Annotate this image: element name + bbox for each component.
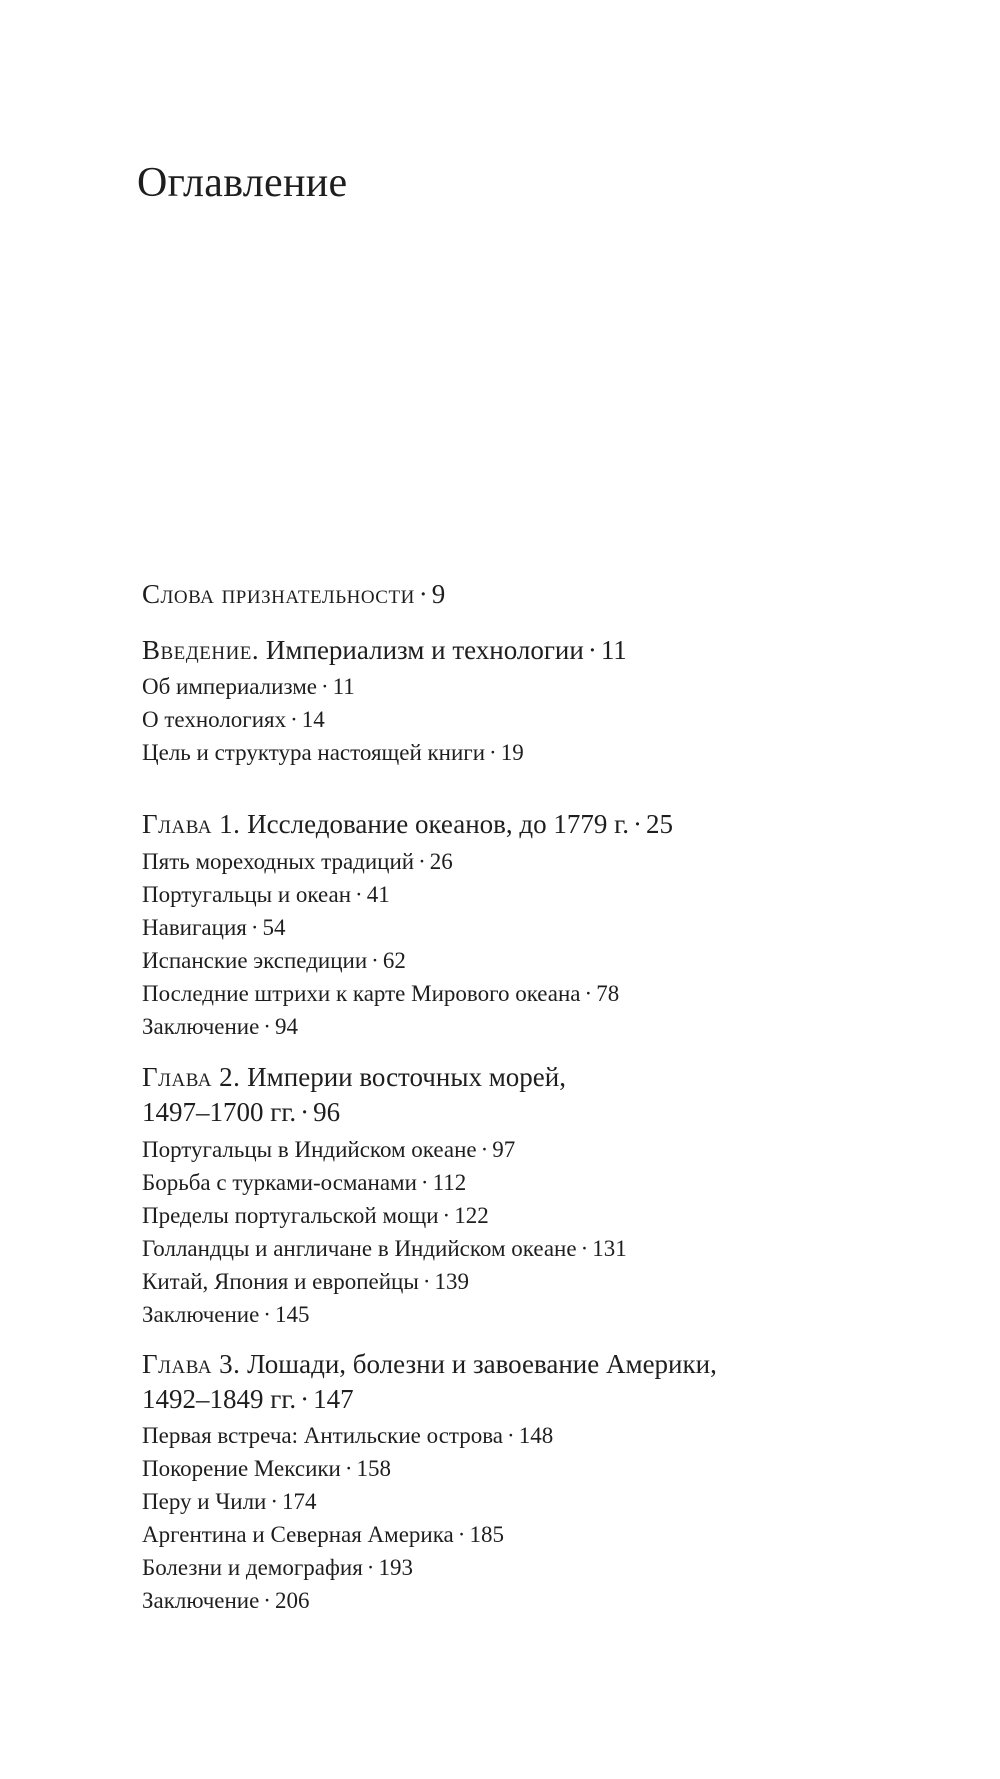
toc-entry-chapter-3[interactable] [142, 1348, 717, 1381]
toc-entry-label: Глава 3. [142, 1349, 241, 1379]
toc-section-title: Аргентина и Северная Америка [142, 1522, 454, 1547]
toc-separator: · [422, 1269, 431, 1294]
toc-section-title: Первая встреча: Антильские острова [142, 1423, 504, 1448]
toc-separator: · [290, 707, 298, 732]
toc-section-title: О технологиях [142, 707, 287, 732]
toc-section-item[interactable] [142, 1419, 553, 1452]
toc-section-item[interactable] [142, 1551, 413, 1584]
toc-section-title: Болезни и демография [142, 1555, 363, 1580]
toc-separator: · [442, 1203, 451, 1228]
toc-separator: · [418, 579, 428, 609]
toc-separator: · [584, 981, 593, 1006]
toc-entry-intro[interactable] [142, 634, 627, 667]
toc-section-title: Голландцы и англичане в Индийском океане [142, 1236, 577, 1261]
toc-page-number: 139 [434, 1269, 469, 1294]
toc-separator: · [355, 882, 363, 907]
toc-page-number: 185 [469, 1522, 504, 1547]
toc-entry-label: Введение. [142, 635, 260, 665]
toc-entry-label: Слова признательности [142, 579, 415, 609]
toc-section-title: Навигация [142, 915, 247, 940]
toc-page-number: 19 [500, 740, 524, 765]
toc-section-title: Китай, Япония и европейцы [142, 1269, 419, 1294]
toc-page-number: 122 [454, 1203, 489, 1228]
toc-page-number: 78 [596, 981, 620, 1006]
toc-section-item[interactable] [142, 1485, 317, 1518]
toc-separator: · [371, 948, 379, 973]
toc-entry-title: Исследование океанов, до 1779 г. [247, 809, 629, 839]
toc-entry-title: Империи восточных морей, [247, 1062, 566, 1092]
toc-separator: · [489, 740, 497, 765]
toc-separator: · [250, 915, 259, 940]
toc-section-title: Цель и структура настоящей книги [142, 740, 486, 765]
toc-section-title: Португальцы в Индийском океане [142, 1137, 477, 1162]
toc-page-number: 145 [274, 1302, 310, 1327]
toc-separator: · [263, 1588, 271, 1613]
toc-section-item[interactable] [142, 1584, 309, 1617]
toc-section-title: Заключение [142, 1302, 260, 1327]
toc-section-item[interactable] [142, 944, 406, 977]
toc-entry-chapter-2[interactable] [142, 1061, 566, 1094]
toc-page-number: 158 [356, 1456, 392, 1481]
toc-separator: · [270, 1489, 279, 1514]
toc-section-item[interactable] [142, 1199, 489, 1232]
toc-separator: · [366, 1555, 375, 1580]
toc-section-item[interactable] [142, 878, 390, 911]
toc-page-number: 97 [492, 1137, 516, 1162]
toc-entry-chapter-2-continued[interactable] [142, 1096, 340, 1129]
toc-section-item[interactable] [142, 1452, 391, 1485]
toc-page-number: 148 [518, 1423, 554, 1448]
toc-section-title: Испанские экспедиции [142, 948, 368, 973]
toc-section-item[interactable] [142, 977, 619, 1010]
toc-section-item[interactable] [142, 911, 286, 944]
toc-separator: · [263, 1302, 271, 1327]
toc-page-number: 174 [282, 1489, 317, 1514]
toc-entry-title-line2: 1492–1849 гг. [142, 1384, 297, 1414]
toc-page-number: 54 [262, 915, 286, 940]
toc-separator: · [480, 1137, 489, 1162]
toc-section-item[interactable] [142, 703, 325, 736]
toc-entry-title: Империализм и технологии [265, 635, 584, 665]
toc-page-number: 147 [313, 1384, 354, 1414]
toc-page-number: 131 [592, 1236, 627, 1261]
toc-section-title: Заключение [142, 1014, 260, 1039]
toc-section-title: Перу и Чили [142, 1489, 267, 1514]
toc-entry-title-line2: 1497–1700 гг. [142, 1097, 297, 1127]
toc-page-number: 193 [378, 1555, 413, 1580]
toc-separator: · [507, 1423, 515, 1448]
toc-separator: · [632, 809, 642, 839]
toc-section-item[interactable] [142, 1232, 627, 1265]
toc-section-item[interactable] [142, 1518, 504, 1551]
toc-section-title: Борьба с турками-османами [142, 1170, 417, 1195]
toc-page-number: 11 [600, 635, 627, 665]
toc-section-title: Последние штрихи к карте Мирового океана [142, 981, 581, 1006]
toc-page-number: 94 [274, 1014, 298, 1039]
toc-separator: · [420, 1170, 429, 1195]
toc-section-item[interactable] [142, 670, 355, 703]
toc-separator: · [344, 1456, 353, 1481]
toc-page-number: 96 [313, 1097, 341, 1127]
toc-page-number: 14 [301, 707, 325, 732]
toc-page-number: 26 [429, 849, 453, 874]
toc-separator: · [580, 1236, 589, 1261]
toc-entry-acknowledgments[interactable] [142, 578, 445, 611]
toc-section-item[interactable] [142, 1133, 515, 1166]
toc-page-number: 206 [274, 1588, 310, 1613]
toc-section-item[interactable] [142, 1010, 298, 1043]
toc-separator: · [457, 1522, 466, 1547]
toc-section-item[interactable] [142, 845, 453, 878]
toc-separator: · [418, 849, 426, 874]
toc-entry-label: Глава 2. [142, 1062, 241, 1092]
toc-section-title: Португальцы и океан [142, 882, 352, 907]
toc-section-title: Пять мореходных традиций [142, 849, 415, 874]
toc-entry-chapter-1[interactable] [142, 808, 673, 841]
toc-entry-label: Глава 1. [142, 809, 241, 839]
toc-section-title: Об империализме [142, 674, 317, 699]
toc-section-item[interactable] [142, 1166, 466, 1199]
toc-page-number: 62 [382, 948, 406, 973]
toc-entry-chapter-3-continued[interactable] [142, 1383, 354, 1416]
toc-separator: · [300, 1384, 310, 1414]
toc-page-number: 41 [366, 882, 390, 907]
toc-section-item[interactable] [142, 1265, 469, 1298]
page-title: Оглавление [137, 160, 348, 206]
toc-page-number: 112 [432, 1170, 467, 1195]
toc-separator: · [300, 1097, 310, 1127]
toc-section-item[interactable] [142, 1298, 309, 1331]
toc-section-title: Пределы португальской мощи [142, 1203, 439, 1228]
toc-section-title: Покорение Мексики [142, 1456, 341, 1481]
toc-section-item[interactable] [142, 736, 524, 769]
toc-page-number: 25 [645, 809, 673, 839]
toc-section-title: Заключение [142, 1588, 260, 1613]
toc-page-number: 9 [431, 579, 446, 609]
toc-page-number: 11 [332, 674, 355, 699]
toc-separator: · [320, 674, 329, 699]
toc-separator: · [587, 635, 597, 665]
toc-entry-title: Лошади, болезни и завоевание Америки, [247, 1349, 717, 1379]
toc-separator: · [263, 1014, 271, 1039]
